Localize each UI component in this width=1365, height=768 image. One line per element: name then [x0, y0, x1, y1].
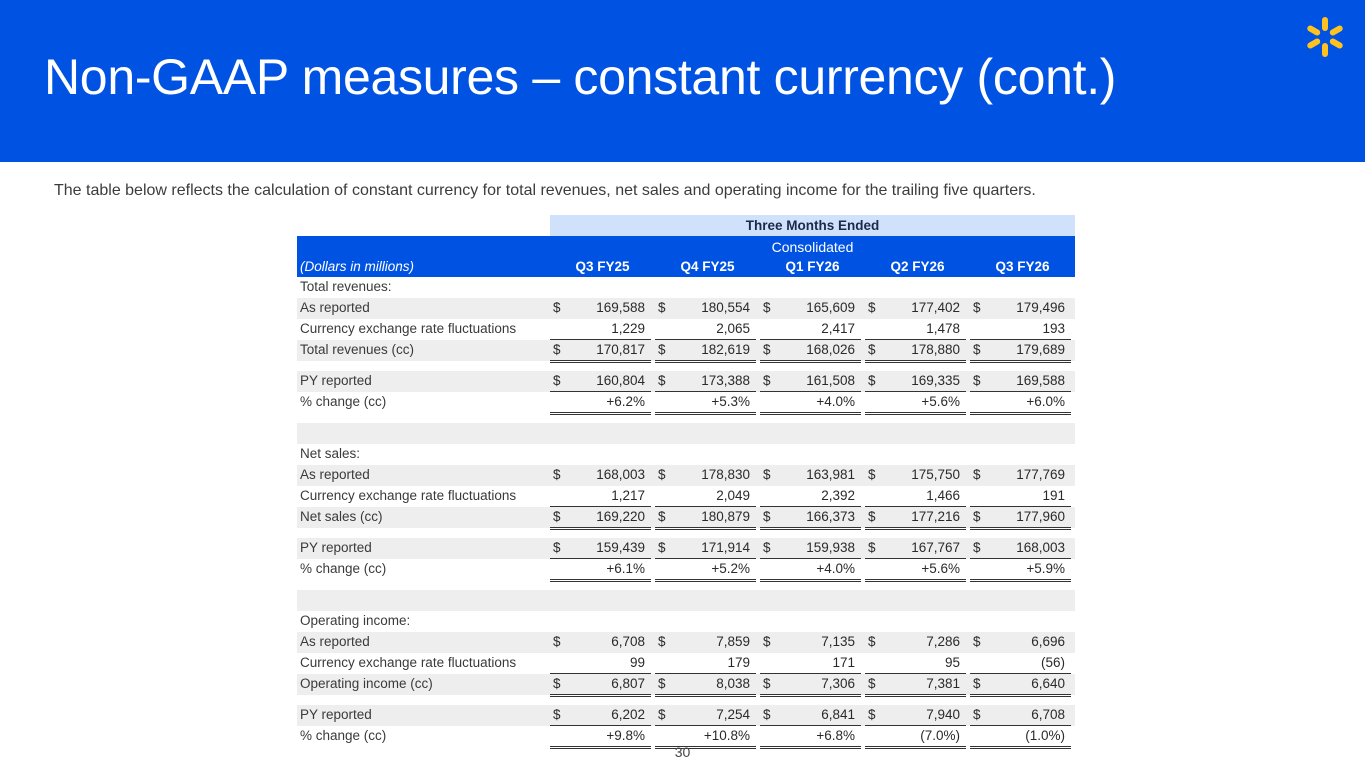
cell-value: 177,216 — [911, 509, 960, 524]
cell-value: 6,807 — [611, 676, 645, 691]
currency-symbol: $ — [658, 300, 666, 315]
table-cell — [760, 319, 861, 340]
table-cell — [970, 319, 1071, 340]
currency-symbol: $ — [763, 509, 771, 524]
table-cell — [760, 559, 861, 582]
table-row — [297, 705, 1075, 726]
table-cell — [970, 674, 1071, 697]
row-label: Operating income: — [300, 613, 411, 628]
row-label: Currency exchange rate fluctuations — [300, 488, 517, 503]
cell-value: 7,940 — [926, 707, 960, 722]
cell-value: 7,254 — [716, 707, 750, 722]
cell-value: 182,619 — [701, 342, 750, 357]
currency-symbol: $ — [763, 634, 771, 649]
cell-value: 177,960 — [1016, 509, 1065, 524]
column-header-band — [297, 236, 1075, 277]
intro-text: The table below reflects the calculation of constant currency for total revenues, net sales and operating income for the trailing five quarters. — [54, 182, 1036, 199]
table-cell — [970, 632, 1071, 652]
row-label: % change (cc) — [300, 728, 387, 743]
table-cell — [760, 298, 861, 318]
cell-value: 178,830 — [701, 467, 750, 482]
table-cell — [550, 392, 651, 415]
cell-value: 7,381 — [926, 676, 960, 691]
currency-symbol: $ — [973, 342, 981, 357]
currency-symbol: $ — [658, 540, 666, 555]
cell-value: 1,466 — [926, 488, 960, 503]
table-cell — [760, 538, 861, 559]
table-cell — [550, 319, 651, 340]
table-row — [297, 392, 1075, 413]
cell-value: 6,708 — [611, 634, 645, 649]
table-cell — [550, 653, 651, 674]
table-cell — [550, 559, 651, 582]
table-cell — [655, 340, 756, 363]
cell-value: +5.2% — [711, 561, 750, 576]
table-cell — [865, 632, 966, 652]
cell-value: 7,859 — [716, 634, 750, 649]
currency-symbol: $ — [658, 634, 666, 649]
currency-symbol: $ — [973, 676, 981, 691]
cell-value: +10.8% — [703, 728, 750, 743]
table-cell — [550, 371, 651, 392]
currency-symbol: $ — [763, 300, 771, 315]
cell-value: 7,135 — [821, 634, 855, 649]
column-header: Q2 FY26 — [890, 259, 945, 274]
table-row — [297, 340, 1075, 361]
cell-value: 178,880 — [911, 342, 960, 357]
table-cell — [655, 392, 756, 415]
table-cell — [970, 486, 1071, 507]
table-cell — [865, 538, 966, 559]
currency-symbol: $ — [763, 342, 771, 357]
currency-symbol: $ — [868, 540, 876, 555]
cell-value: 163,981 — [806, 467, 855, 482]
cell-value: +5.6% — [921, 394, 960, 409]
currency-symbol: $ — [658, 676, 666, 691]
table-row — [297, 674, 1075, 695]
cell-value: 2,049 — [716, 488, 750, 503]
table-cell — [655, 465, 756, 485]
cell-value: 191 — [1042, 488, 1065, 503]
table-row — [297, 559, 1075, 580]
table-row — [297, 371, 1075, 392]
table-cell — [865, 559, 966, 582]
table-row — [297, 611, 1075, 632]
table-row — [297, 298, 1075, 319]
table-cell — [760, 653, 861, 674]
units-label: (Dollars in millions) — [300, 259, 415, 274]
table-cell — [550, 632, 651, 652]
cell-value: 169,588 — [1016, 373, 1065, 388]
cell-value: 170,817 — [596, 342, 645, 357]
currency-symbol: $ — [868, 707, 876, 722]
currency-symbol: $ — [973, 373, 981, 388]
cell-value: 180,554 — [701, 300, 750, 315]
row-label: Total revenues (cc) — [300, 342, 415, 357]
row-label: Net sales (cc) — [300, 509, 383, 524]
table-cell — [550, 538, 651, 559]
table-cell — [760, 705, 861, 726]
slide-title: Non-GAAP measures – constant currency (cont.) — [44, 49, 1117, 105]
row-label: PY reported — [300, 373, 372, 388]
currency-symbol: $ — [763, 707, 771, 722]
table-cell — [865, 371, 966, 392]
table-cell — [970, 392, 1071, 415]
cell-value: 167,767 — [911, 540, 960, 555]
row-label: % change (cc) — [300, 561, 387, 576]
currency-symbol: $ — [763, 373, 771, 388]
cell-value: 2,417 — [821, 321, 855, 336]
cell-value: +6.8% — [816, 728, 855, 743]
cell-value: 177,769 — [1016, 467, 1065, 482]
table-cell — [970, 465, 1071, 485]
cell-value: 161,508 — [806, 373, 855, 388]
currency-symbol: $ — [553, 540, 561, 555]
table-cell — [760, 465, 861, 485]
cell-value: +6.1% — [606, 561, 645, 576]
table-cell — [865, 507, 966, 530]
cell-value: 6,696 — [1031, 634, 1065, 649]
currency-symbol: $ — [763, 676, 771, 691]
column-header: Q4 FY25 — [680, 259, 735, 274]
cell-value: 6,708 — [1031, 707, 1065, 722]
table-cell — [760, 632, 861, 652]
cell-value: (1.0%) — [1025, 728, 1065, 743]
table-cell — [550, 507, 651, 530]
table-cell — [760, 486, 861, 507]
table-cell — [970, 298, 1071, 318]
cell-value: 169,335 — [911, 373, 960, 388]
walmart-spark-icon — [1302, 14, 1348, 60]
table-cell — [655, 486, 756, 507]
table-cell — [550, 340, 651, 363]
table-cell — [655, 507, 756, 530]
row-label: Currency exchange rate fluctuations — [300, 655, 517, 670]
cell-value: 169,588 — [596, 300, 645, 315]
cell-value: +9.8% — [606, 728, 645, 743]
cell-value: +4.0% — [816, 561, 855, 576]
row-label: PY reported — [300, 707, 372, 722]
table-row — [297, 486, 1075, 507]
table-row — [297, 423, 1075, 444]
cell-value: 8,038 — [716, 676, 750, 691]
currency-symbol: $ — [973, 707, 981, 722]
table-cell — [970, 340, 1071, 363]
three-months-ended-header: Three Months Ended — [550, 215, 1075, 236]
table-cell — [655, 298, 756, 318]
title-banner — [0, 0, 1365, 162]
row-label: As reported — [300, 300, 370, 315]
cell-value: 165,609 — [806, 300, 855, 315]
cell-value: 2,065 — [716, 321, 750, 336]
cell-value: 1,229 — [611, 321, 645, 336]
cell-value: 95 — [944, 655, 960, 670]
table-cell — [550, 298, 651, 318]
currency-symbol: $ — [868, 634, 876, 649]
row-label: Net sales: — [300, 446, 361, 461]
cell-value: 6,202 — [611, 707, 645, 722]
table-cell — [865, 486, 966, 507]
cell-value: 159,439 — [596, 540, 645, 555]
table-cell — [760, 392, 861, 415]
table-cell — [865, 465, 966, 485]
cell-value: +5.3% — [711, 394, 750, 409]
currency-symbol: $ — [553, 373, 561, 388]
cell-value: 2,392 — [821, 488, 855, 503]
cell-value: 1,217 — [611, 488, 645, 503]
currency-symbol: $ — [868, 373, 876, 388]
cell-value: 193 — [1042, 321, 1065, 336]
cell-value: 160,804 — [596, 373, 645, 388]
row-label: As reported — [300, 467, 370, 482]
currency-symbol: $ — [658, 373, 666, 388]
table-cell — [655, 319, 756, 340]
currency-symbol: $ — [658, 707, 666, 722]
cell-value: +5.6% — [921, 561, 960, 576]
table-cell — [655, 632, 756, 652]
table-cell — [970, 559, 1071, 582]
table-cell — [550, 465, 651, 485]
cell-value: +5.9% — [1026, 561, 1065, 576]
currency-symbol: $ — [973, 467, 981, 482]
cell-value: (7.0%) — [920, 728, 960, 743]
cell-value: 6,841 — [821, 707, 855, 722]
currency-symbol: $ — [973, 634, 981, 649]
cell-value: 168,003 — [1016, 540, 1065, 555]
table-cell — [760, 674, 861, 697]
cell-value: 179 — [727, 655, 750, 670]
currency-symbol: $ — [553, 634, 561, 649]
currency-symbol: $ — [658, 467, 666, 482]
table-cell — [865, 298, 966, 318]
currency-symbol: $ — [553, 509, 561, 524]
table-cell — [970, 507, 1071, 530]
table-row — [297, 507, 1075, 528]
cell-value: 168,026 — [806, 342, 855, 357]
table-cell — [970, 653, 1071, 674]
cell-value: +4.0% — [816, 394, 855, 409]
cell-value: 179,689 — [1016, 342, 1065, 357]
currency-symbol: $ — [973, 540, 981, 555]
currency-symbol: $ — [553, 676, 561, 691]
table-cell — [760, 371, 861, 392]
table-cell — [865, 319, 966, 340]
table-cell — [865, 705, 966, 726]
currency-symbol: $ — [868, 300, 876, 315]
consolidated-label: Consolidated — [771, 239, 854, 255]
table-body — [297, 277, 1075, 747]
currency-symbol: $ — [973, 300, 981, 315]
column-header: Q3 FY26 — [995, 259, 1050, 274]
table-cell — [655, 674, 756, 697]
page-number: 30 — [674, 744, 691, 760]
table-cell — [655, 653, 756, 674]
table-row — [297, 444, 1075, 465]
currency-symbol: $ — [973, 509, 981, 524]
row-label: As reported — [300, 634, 370, 649]
cell-value: 169,220 — [596, 509, 645, 524]
currency-symbol: $ — [868, 676, 876, 691]
cell-value: 177,402 — [911, 300, 960, 315]
column-header: Q1 FY26 — [785, 259, 840, 274]
currency-symbol: $ — [553, 707, 561, 722]
cell-value: 168,003 — [596, 467, 645, 482]
currency-symbol: $ — [553, 300, 561, 315]
cell-value: 173,388 — [701, 373, 750, 388]
cell-value: 6,640 — [1031, 676, 1065, 691]
cell-value: 175,750 — [911, 467, 960, 482]
cell-value: +6.0% — [1026, 394, 1065, 409]
table-row — [297, 590, 1075, 611]
table-cell — [865, 674, 966, 697]
table-cell — [655, 559, 756, 582]
table-row — [297, 538, 1075, 559]
table-row — [297, 653, 1075, 674]
table-row — [297, 277, 1075, 298]
table-cell — [655, 538, 756, 559]
cell-value: 1,478 — [926, 321, 960, 336]
table-cell — [970, 705, 1071, 726]
table-cell — [760, 340, 861, 363]
cell-value: 7,286 — [926, 634, 960, 649]
currency-symbol: $ — [553, 342, 561, 357]
column-header: Q3 FY25 — [575, 259, 630, 274]
cell-value: 180,879 — [701, 509, 750, 524]
row-label: Currency exchange rate fluctuations — [300, 321, 517, 336]
table-cell — [970, 538, 1071, 559]
table-cell — [865, 392, 966, 415]
cell-value: 179,496 — [1016, 300, 1065, 315]
currency-symbol: $ — [763, 540, 771, 555]
currency-symbol: $ — [658, 509, 666, 524]
currency-symbol: $ — [553, 467, 561, 482]
cell-value: 159,938 — [806, 540, 855, 555]
row-label: Total revenues: — [300, 279, 392, 294]
row-label: % change (cc) — [300, 394, 387, 409]
table-row — [297, 319, 1075, 340]
table-row — [297, 465, 1075, 486]
cell-value: 166,373 — [806, 509, 855, 524]
table-row — [297, 632, 1075, 653]
currency-symbol: $ — [868, 509, 876, 524]
cell-value: (56) — [1040, 655, 1065, 670]
cell-value: 171 — [832, 655, 855, 670]
table-cell — [655, 705, 756, 726]
table-cell — [550, 486, 651, 507]
row-label: PY reported — [300, 540, 372, 555]
table-cell — [970, 371, 1071, 392]
currency-symbol: $ — [658, 342, 666, 357]
cell-value: +6.2% — [606, 394, 645, 409]
table-cell — [550, 674, 651, 697]
table-cell — [550, 705, 651, 726]
cell-value: 171,914 — [701, 540, 750, 555]
table-cell — [865, 340, 966, 363]
table-cell — [760, 507, 861, 530]
row-label: Operating income (cc) — [300, 676, 433, 691]
cell-value: 7,306 — [821, 676, 855, 691]
cell-value: 99 — [629, 655, 645, 670]
table-cell — [865, 653, 966, 674]
currency-symbol: $ — [763, 467, 771, 482]
currency-symbol: $ — [868, 342, 876, 357]
table-cell — [655, 371, 756, 392]
currency-symbol: $ — [868, 467, 876, 482]
